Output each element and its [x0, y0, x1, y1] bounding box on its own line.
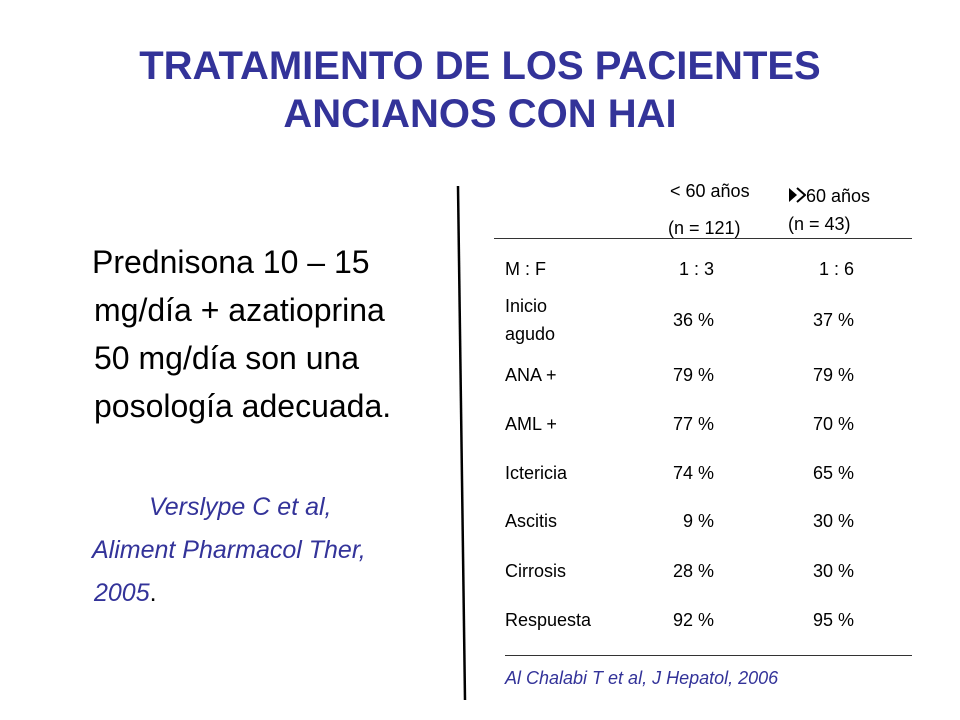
citation-end: . [149, 579, 157, 607]
row-value-ge60: 79 % [812, 365, 854, 385]
col2-header-text: 60 años [806, 186, 871, 206]
row-value-lt60: 1 : 3 [678, 259, 714, 279]
row-value-lt60: 74 % [672, 463, 714, 483]
row-value-ge60: 1 : 6 [818, 259, 854, 279]
row-label [505, 292, 555, 348]
row-value-lt60: 92 % [672, 610, 714, 630]
row-value-lt60: 79 % [672, 365, 714, 385]
title-line-1: TRATAMIENTO DE LOS PACIENTES [139, 44, 821, 88]
citation-year: 2005 [94, 579, 150, 607]
table-reference: Al Chalabi T et al, J Hepatol, 2006 [505, 668, 779, 688]
body-line-4: posología adecuada. [94, 388, 392, 424]
row-value-ge60: 65 % [812, 463, 854, 483]
row-label-line2: agudo [505, 324, 556, 344]
col2-header-line1 [788, 186, 870, 207]
row-value-ge60: 30 % [812, 511, 854, 531]
row-label-line1: Inicio [505, 296, 548, 316]
citation-line-1: Verslype C et al, [149, 493, 332, 521]
body-line-1: Prednisona 10 – 15 [92, 244, 370, 280]
row-label: AML + [505, 414, 557, 434]
header-rule [494, 238, 912, 239]
citation-line-2: Aliment Pharmacol Ther, [92, 536, 366, 564]
row-value-ge60: 37 % [812, 310, 854, 330]
body-line-2: mg/día + azatioprina [94, 292, 385, 328]
row-value-lt60: 77 % [672, 414, 714, 434]
col2-header-line2: (n = 43) [788, 214, 851, 234]
title-line-2: ANCIANOS CON HAI [283, 92, 677, 136]
row-label: Respuesta [505, 610, 592, 630]
row-value-lt60: 36 % [672, 310, 714, 330]
row-label: Cirrosis [505, 561, 566, 581]
row-value-lt60: 9 % [682, 511, 714, 531]
row-label: Ictericia [505, 463, 568, 483]
col1-header-line1: < 60 años [670, 181, 750, 201]
arrow-bullet-icon [788, 187, 806, 203]
body-line-3: 50 mg/día son una [94, 340, 360, 376]
row-label: M : F [505, 259, 546, 279]
row-label: ANA + [505, 365, 557, 385]
row-value-ge60: 30 % [812, 561, 854, 581]
row-value-ge60: 70 % [812, 414, 854, 434]
row-label: Ascitis [505, 511, 558, 531]
footer-rule [505, 655, 912, 656]
row-value-lt60: 28 % [672, 561, 714, 581]
col1-header-line2: (n = 121) [668, 218, 741, 238]
row-value-ge60: 95 % [812, 610, 854, 630]
